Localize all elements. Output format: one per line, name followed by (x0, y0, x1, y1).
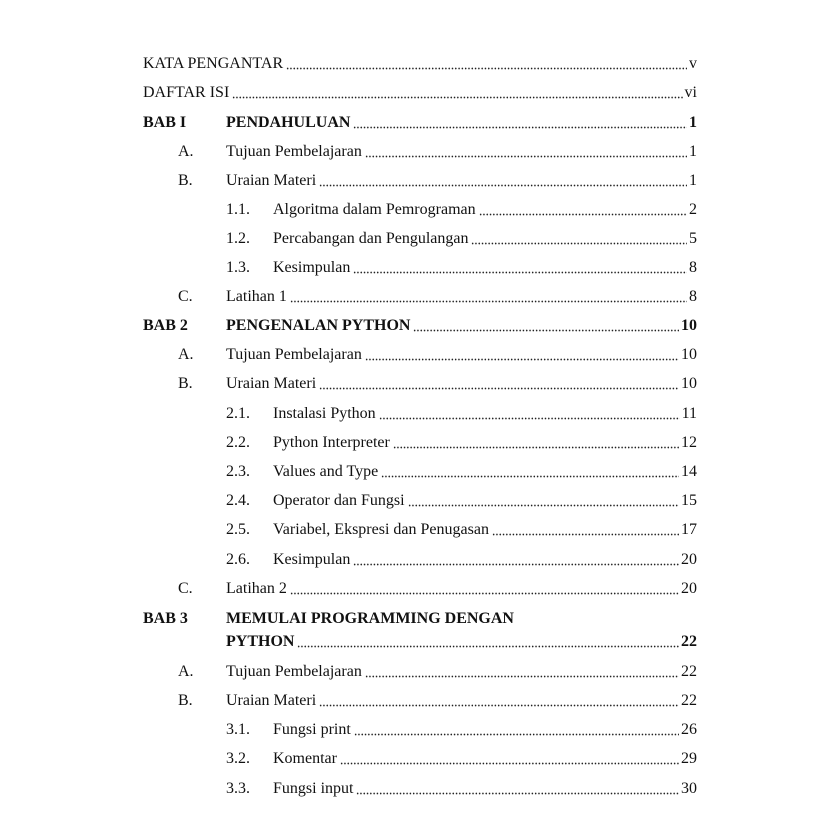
toc-marker: B. (178, 172, 193, 189)
toc-entry-page: 26 (681, 721, 697, 738)
toc-entry[interactable] (226, 687, 697, 711)
toc-marker: 2.5. (226, 521, 250, 538)
toc-entry-page: 5 (689, 230, 697, 247)
toc-entry-title: Fungsi print (273, 721, 351, 738)
dot-leader (353, 556, 679, 566)
toc-entry-title: Percabangan dan Pengulangan (273, 230, 469, 247)
dot-leader (381, 468, 679, 478)
toc-entry-daftar-isi[interactable] (143, 79, 697, 103)
toc-entry-page: 12 (681, 434, 697, 451)
toc-entry-page: 20 (681, 551, 697, 568)
toc-marker: A. (178, 346, 194, 363)
chapter-page: 22 (681, 633, 697, 650)
chapter-title-line1: MEMULAI PROGRAMMING DENGAN (226, 610, 514, 627)
chapter-label: BAB 3 (143, 610, 188, 627)
toc-entry-title: Latihan 2 (226, 580, 287, 597)
toc-marker: A. (178, 143, 194, 160)
toc-marker: 2.6. (226, 551, 250, 568)
toc-marker: B. (178, 375, 193, 392)
toc-entry[interactable] (273, 429, 697, 453)
toc-marker: 3.3. (226, 780, 250, 797)
toc-entry-title: Uraian Materi (226, 172, 317, 189)
toc-marker: B. (178, 692, 193, 709)
dot-leader (353, 264, 687, 274)
toc-entry-title: Tujuan Pembelajaran (226, 346, 362, 363)
toc-entry-page: 11 (681, 405, 697, 422)
dot-leader (286, 60, 687, 70)
toc-entry-page: 8 (689, 259, 697, 276)
toc-entry[interactable] (226, 658, 697, 682)
dot-leader (379, 410, 680, 420)
toc-entry-title: Variabel, Ekspresi dan Penugasan (273, 521, 489, 538)
toc-entry-page: 20 (681, 580, 697, 597)
toc-entry[interactable] (226, 575, 697, 599)
dot-leader (479, 206, 687, 216)
toc-entry-title: Uraian Materi (226, 692, 317, 709)
toc-entry[interactable] (273, 225, 697, 249)
toc-chapter-3[interactable] (226, 628, 697, 652)
toc-entry[interactable] (273, 775, 697, 799)
toc-marker: 2.3. (226, 463, 250, 480)
dot-leader (319, 697, 679, 707)
toc-entry-title: Operator dan Fungsi (273, 492, 405, 509)
dot-leader (319, 380, 679, 390)
dot-leader (413, 322, 679, 332)
toc-entry-title: Values and Type (273, 463, 379, 480)
toc-entry-title: Tujuan Pembelajaran (226, 663, 362, 680)
toc-entry-title: Algoritma dalam Pemrograman (273, 201, 476, 218)
chapter-label: BAB I (143, 114, 187, 131)
toc-entry-title: DAFTAR ISI (143, 84, 230, 101)
toc-entry[interactable] (273, 196, 697, 220)
toc-entry-title: Instalasi Python (273, 405, 376, 422)
toc-entry-title: Python Interpreter (273, 434, 390, 451)
toc-entry-page: v (689, 55, 697, 72)
toc-entry[interactable] (226, 341, 697, 365)
toc-marker: C. (178, 288, 193, 305)
toc-entry-page: 30 (681, 780, 697, 797)
toc-entry-page: 10 (681, 375, 697, 392)
toc-entry[interactable] (273, 487, 697, 511)
dot-leader (492, 526, 679, 536)
toc-entry[interactable] (273, 458, 697, 482)
dot-leader (319, 177, 687, 187)
toc-marker: 1.1. (226, 201, 250, 218)
toc-entry-title: Latihan 1 (226, 288, 287, 305)
dot-leader (408, 497, 679, 507)
toc-entry-title: Uraian Materi (226, 375, 317, 392)
toc-entry[interactable] (273, 254, 697, 278)
toc-marker: 1.3. (226, 259, 250, 276)
toc-entry-kata-pengantar[interactable] (143, 50, 697, 74)
dot-leader (471, 235, 687, 245)
toc-entry-page: vi (684, 84, 697, 101)
toc-entry[interactable] (226, 370, 697, 394)
toc-entry-title: Komentar (273, 750, 337, 767)
toc-entry-page: 22 (681, 692, 697, 709)
toc-entry-page: 22 (681, 663, 697, 680)
chapter-title: PENDAHULUAN (226, 114, 351, 131)
toc-entry[interactable] (226, 283, 697, 307)
toc-entry-page: 14 (681, 463, 697, 480)
toc-entry[interactable] (226, 138, 697, 162)
toc-entry[interactable] (273, 516, 697, 540)
dot-leader (290, 293, 687, 303)
toc-entry-page: 1 (689, 172, 697, 189)
toc-entry-title: Kesimpulan (273, 551, 351, 568)
dot-leader (290, 585, 679, 595)
dot-leader (365, 351, 679, 361)
dot-leader (232, 89, 682, 99)
toc-entry-page: 17 (681, 521, 697, 538)
dot-leader (365, 668, 679, 678)
toc-entry-title: Kesimpulan (273, 259, 351, 276)
toc-entry-title: Tujuan Pembelajaran (226, 143, 362, 160)
toc-entry-page: 15 (681, 492, 697, 509)
toc-entry-page: 1 (689, 143, 697, 160)
toc-entry[interactable] (273, 745, 697, 769)
dot-leader (356, 785, 679, 795)
chapter-title: PENGENALAN PYTHON (226, 317, 411, 334)
toc-entry-page: 8 (689, 288, 697, 305)
dot-leader (393, 439, 679, 449)
chapter-label: BAB 2 (143, 317, 188, 334)
toc-entry[interactable] (273, 546, 697, 570)
toc-entry[interactable] (273, 400, 697, 424)
toc-marker: 2.2. (226, 434, 250, 451)
toc-chapter-2[interactable] (226, 312, 697, 336)
toc-entry-title: KATA PENGANTAR (143, 55, 284, 72)
toc-entry-page: 10 (681, 346, 697, 363)
toc-marker: A. (178, 663, 194, 680)
toc-marker: 2.1. (226, 405, 250, 422)
toc-marker: 1.2. (226, 230, 250, 247)
toc-marker: 3.2. (226, 750, 250, 767)
chapter-page: 1 (689, 114, 697, 131)
chapter-page: 10 (681, 317, 697, 334)
toc-entry-page: 29 (681, 750, 697, 767)
chapter-title-line2: PYTHON (226, 633, 295, 650)
toc-entry-page: 2 (689, 201, 697, 218)
toc-chapter-1[interactable] (226, 109, 697, 133)
dot-leader (353, 119, 687, 129)
toc-marker: 2.4. (226, 492, 250, 509)
dot-leader (365, 148, 687, 158)
toc-entry[interactable] (273, 716, 697, 740)
toc-marker: 3.1. (226, 721, 250, 738)
dot-leader (297, 638, 679, 648)
dot-leader (340, 755, 679, 765)
toc-entry-title: Fungsi input (273, 780, 354, 797)
toc-marker: C. (178, 580, 193, 597)
toc-entry[interactable] (226, 167, 697, 191)
dot-leader (354, 726, 679, 736)
